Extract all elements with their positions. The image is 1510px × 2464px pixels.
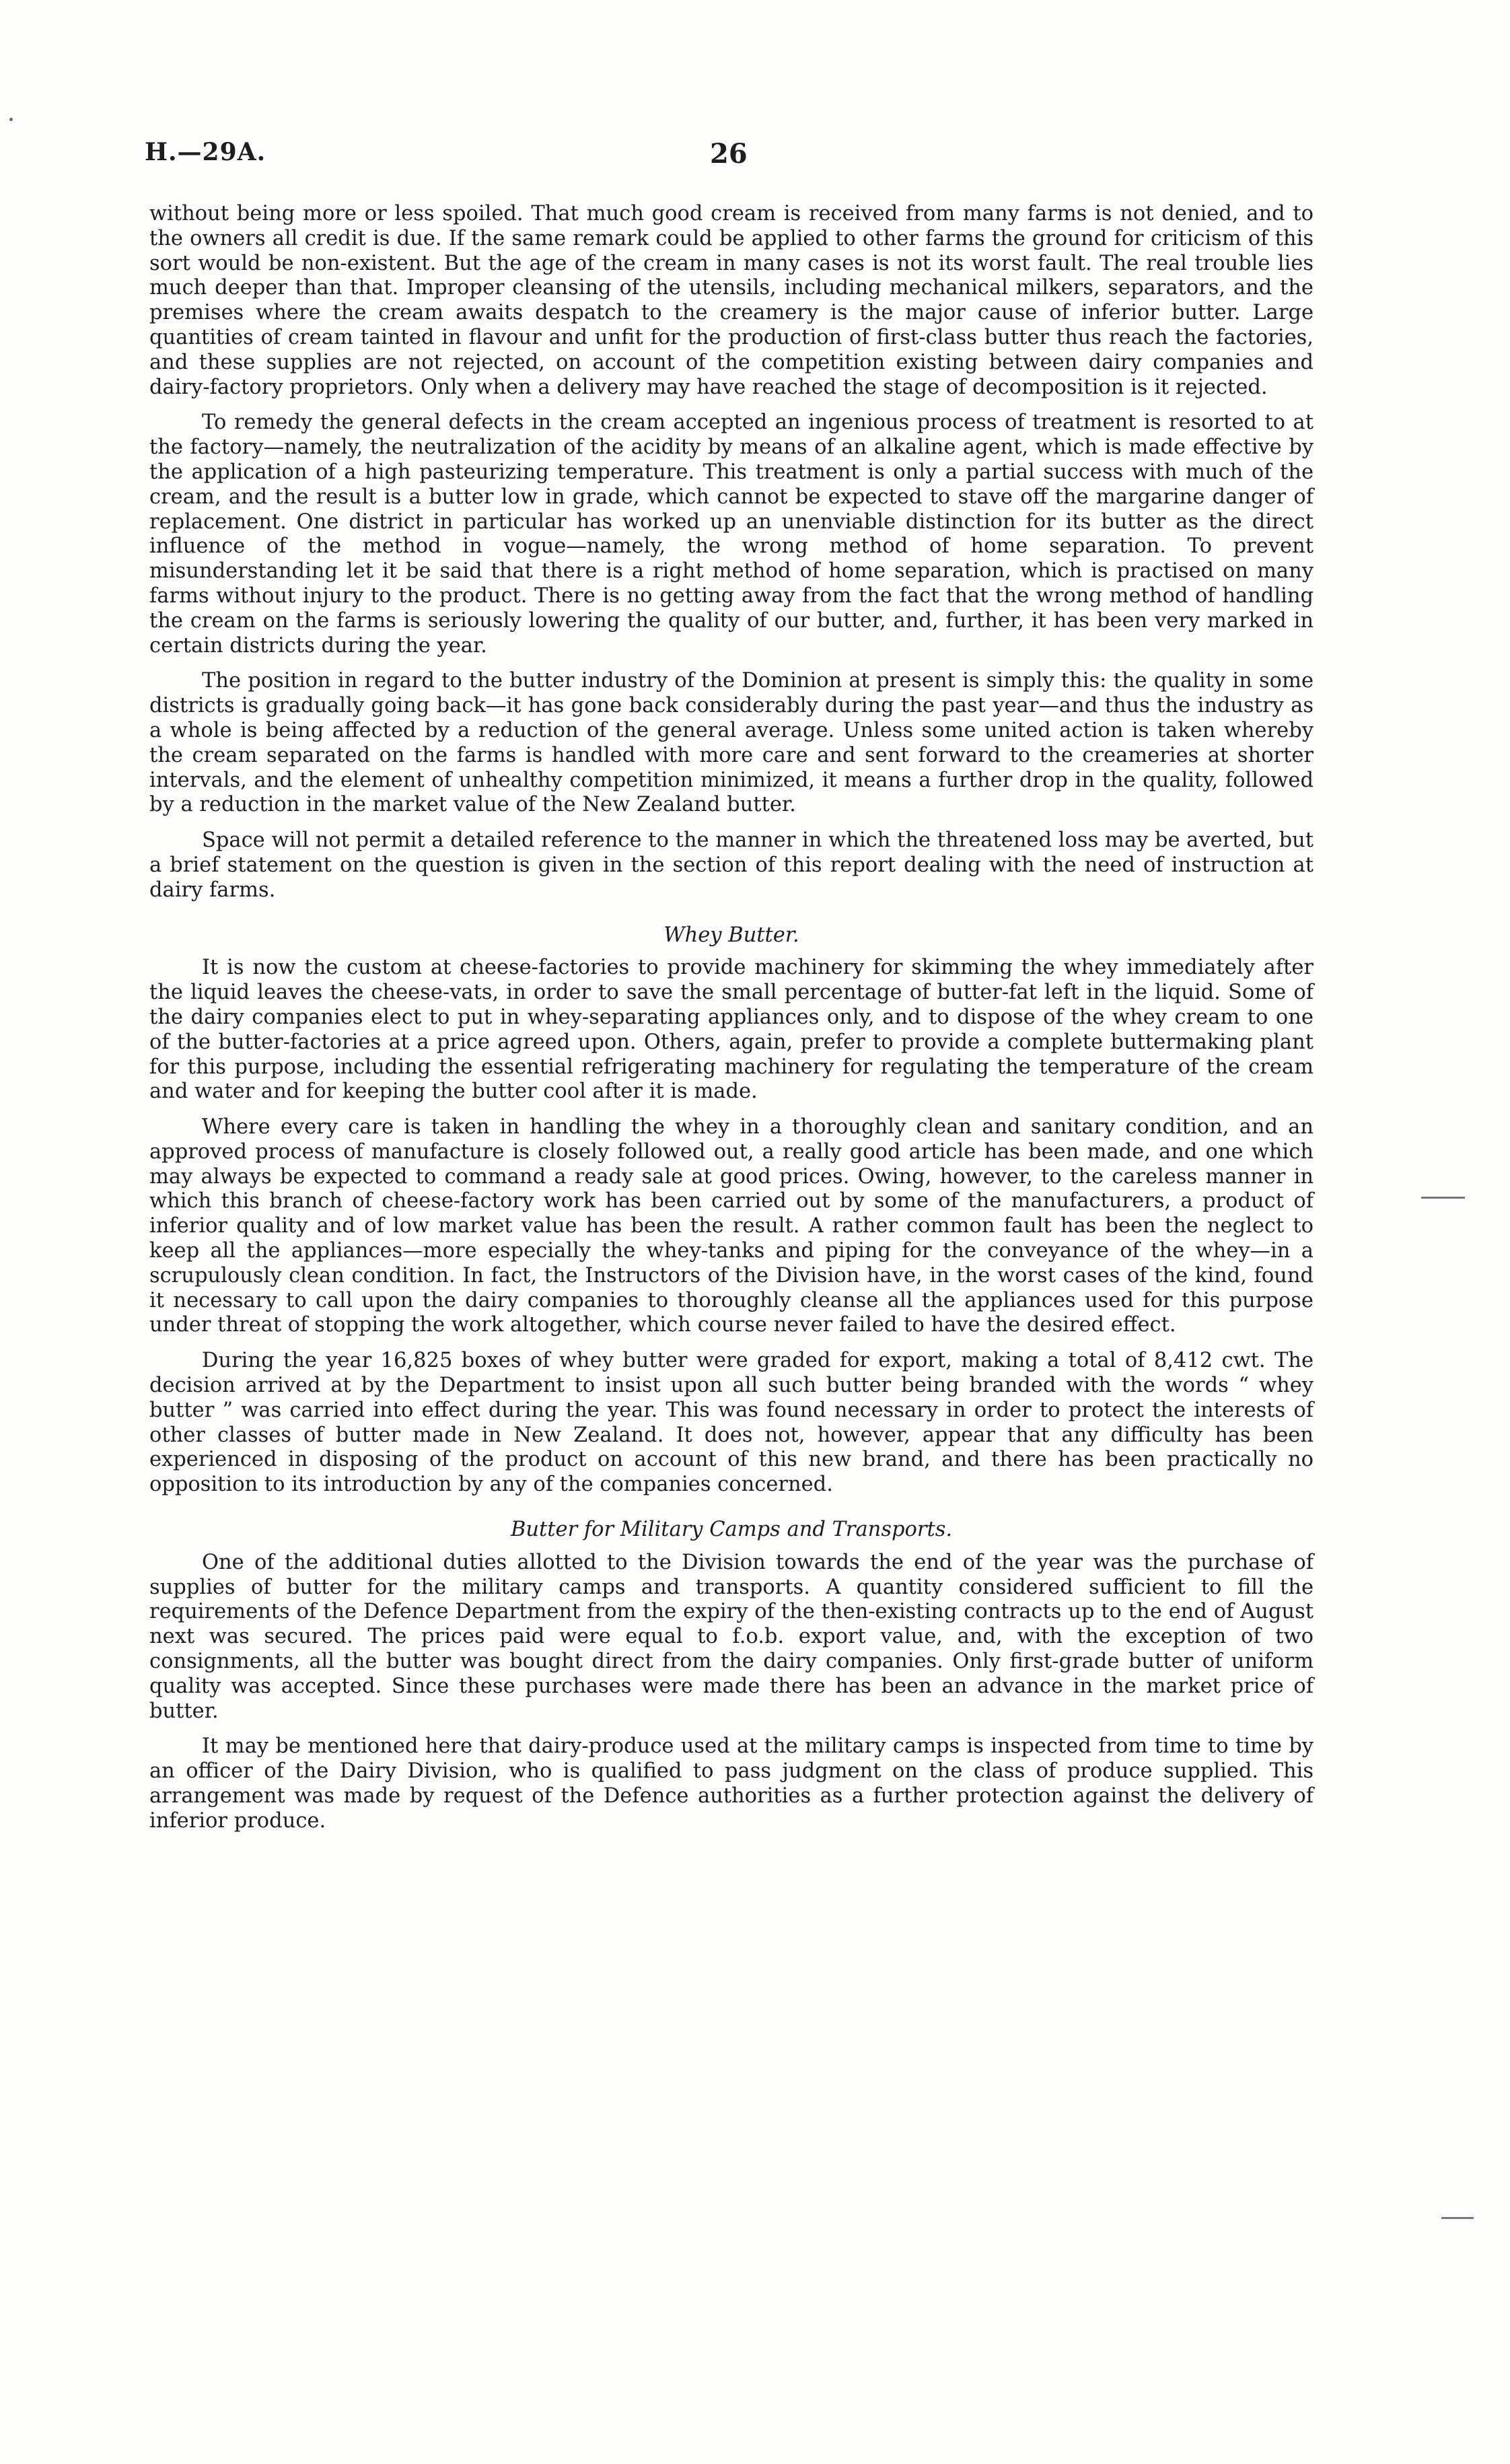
scan-speck <box>9 118 13 121</box>
page-number: 26 <box>710 138 748 170</box>
paragraph: During the year 16,825 boxes of whey butter were graded for export, making a total of 8,412 cwt. The decision arrived at by the Department to insist upon all such butter being branded with the words “ whey butter ” was carried into effect during the year. This was found necessary in order to protect the interests of other classes of butter made in New Zealand. It does not, however, appear that any difficulty has been experienced in disposing of the product on account of this new brand, and there has been practically no opposition to its introduction by any of the companies concerned. <box>149 1349 1314 1497</box>
paragraph: The position in regard to the butter industry of the Dominion at present is simply this: the quality in some districts is gradually going back—it has gone back considerably during the past year—and thus the industry as a whole is being affected by a reduction of the general average. Unless some united action is taken whereby the cream separated on the farms is handled with more care and sent forward to the creameries at shorter intervals, and the element of unhealthy competition minimized, it means a further drop in the quality, followed by a reduction in the market value of the New Zealand butter. <box>149 669 1314 817</box>
paragraph: To remedy the general defects in the cream accepted an ingenious process of treatment is resorted to at the factory—namely, the neutralization of the acidity by means of an alkaline agent, which is made effective by the application of a high pasteurizing temperature. This treatment is only a partial success with much of the cream, and the result is a butter low in grade, which cannot be expected to stave off the margarine danger of replacement. One district in particular has worked up an unenviable distinction for its butter as the direct influence of the method in vogue—namely, the wrong method of home separation. To prevent misunderstanding let it be said that there is a right method of home separation, which is practised on many farms without injury to the product. There is no getting away from the fact that the wrong method of handling the cream on the farms is seriously lowering the quality of our butter, and, further, it has been very marked in certain districts during the year. <box>149 411 1314 658</box>
paragraph: It is now the custom at cheese-factories to provide machinery for skimming the whey immediately after the liquid leaves the cheese-vats, in order to save the small percentage of butter-fat left in the liquid. Some of the dairy companies elect to put in whey-separating appliances only, and to dispose of the whey cream to one of the butter-factories at a price agreed upon. Others, again, prefer to provide a complete buttermaking plant for this purpose, including the essential refrigerating machinery for regulating the temperature of the cream and water and for keeping the butter cool after it is made. <box>149 956 1314 1104</box>
section-heading-whey-butter: Whey Butter. <box>663 923 799 947</box>
page-header <box>145 138 1316 178</box>
paragraph-continued: without being more or less spoiled. That much good cream is received from many farms is not denied, and to the owners all credit is due. If the same remark could be applied to other farms the ground for criticism of this sort would be non-existent. But the age of the cream in many cases is not its worst fault. The real trouble lies much deeper than that. Improper cleansing of the utensils, including mechanical milkers, separators, and the premises where the cream awaits despatch to the creamery is the major cause of inferior butter. Large quantities of cream tainted in flavour and unfit for the production of first-class butter thus reach the factories, and these supplies are not rejected, on account of the competition existing between dairy companies and dairy-factory proprietors. Only when a delivery may have reached the stage of decomposition is it rejected. <box>149 202 1314 399</box>
margin-mark <box>1441 2217 1474 2219</box>
document-body <box>149 202 1314 1845</box>
paragraph: Where every care is taken in handling the whey in a thoroughly clean and sanitary condition, and an approved process of manufacture is closely followed out, a really good article has been made, and one which may always be expected to command a ready sale at good prices. Owing, however, to the careless manner in which this branch of cheese-factory work has been carried out by some of the manufacturers, a product of inferior quality and of low market value has been the result. A rather common fault has been the neglect to keep all the appliances—more especially the whey-tanks and piping for the conveyance of the whey—in a scrupulously clean condition. In fact, the Instructors of the Division have, in the worst cases of the kind, found it necessary to call upon the dairy companies to thoroughly cleanse all the appliances used for this purpose under threat of stopping the work altogether, which course never failed to have the desired effect. <box>149 1115 1314 1337</box>
paragraph: It may be mentioned here that dairy-produce used at the military camps is inspected from time to time by an officer of the Dairy Division, who is qualified to pass judgment on the class of produce supplied. This arrangement was made by request of the Defence authorities as a further protection against the delivery of inferior produce. <box>149 1734 1314 1833</box>
margin-mark <box>1421 1197 1465 1199</box>
paragraph: One of the additional duties allotted to the Division towards the end of the year was the purchase of supplies of butter for the military camps and transports. A quantity considered sufficient to fill the requirements of the Defence Department from the expiry of the then-existing contracts up to the end of August next was secured. The prices paid were equal to f.o.b. export value, and, with the exception of two consignments, all the butter was bought direct from the dairy companies. Only first-grade butter of uniform quality was accepted. Since these purchases were made there has been an advance in the market price of butter. <box>149 1550 1314 1723</box>
paragraph: Space will not permit a detailed reference to the manner in which the threatened loss may be averted, but a brief statement on the question is given in the section of this report dealing with the need of instruction at dairy farms. <box>149 829 1314 902</box>
document-id: H.—29A. <box>145 138 266 166</box>
section-heading-military-butter: Butter for Military Camps and Transports. <box>510 1518 953 1542</box>
